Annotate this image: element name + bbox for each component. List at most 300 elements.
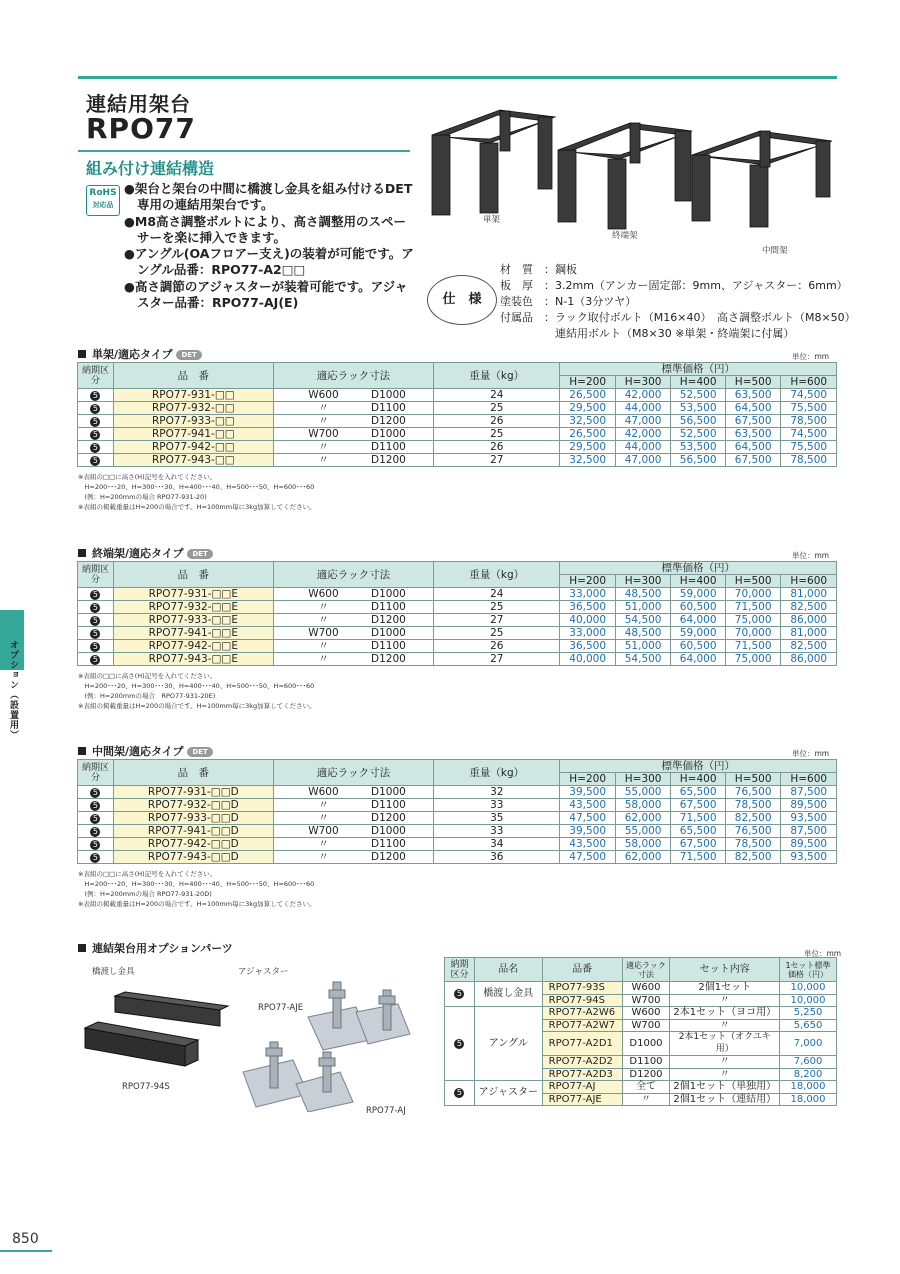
price-cell: 60,500: [671, 601, 726, 614]
delivery-badge: 5: [90, 642, 100, 652]
section-title-text: 終端架/適応タイプ: [92, 547, 184, 560]
price-cell: 52,500: [671, 428, 726, 441]
rack-cell: W600: [622, 1007, 670, 1020]
weight-cell: 26: [434, 415, 560, 428]
note-line: ※表組の□□に高さ(H)記号を入れてください。: [78, 672, 217, 680]
spec-row: [500, 310, 856, 326]
price-cell: 76,500: [725, 825, 780, 838]
part-cell: RPO77-942-□□E: [113, 640, 273, 653]
rack-w: W600: [308, 588, 339, 600]
delivery-cell: [78, 614, 114, 627]
caption-bridge: 橋渡し金具: [92, 967, 135, 977]
col-h200: H=200: [560, 575, 615, 588]
spec-label: 仕 様: [427, 275, 497, 325]
col-rack: 適応ラック寸法: [273, 562, 433, 588]
delivery-badge: 5: [90, 827, 100, 837]
col-weight: 重量（kg）: [434, 562, 560, 588]
price-cell: 93,500: [781, 851, 837, 864]
unit-label: 単位：mm: [792, 749, 830, 758]
section-marker: [78, 747, 86, 755]
price-cell: 43,500: [560, 799, 615, 812]
price-cell: 93,500: [781, 812, 837, 825]
col-part: 品 番: [113, 760, 273, 786]
unit-label-options: 単位：mm: [804, 949, 842, 958]
delivery-cell: [78, 601, 114, 614]
note-line: ※表組の掲載重量はH=200の場合です。H=100mm毎に3kg加算してください。: [78, 702, 316, 710]
rack-w: 〃: [318, 441, 329, 453]
price-cell: 7,000: [780, 1032, 837, 1056]
price-cell: 65,500: [671, 786, 726, 799]
spec-value: ：ラック取付ボルト（M16×40） 高さ調整ボルト（M8×50）: [544, 311, 856, 324]
price-cell: 89,500: [781, 838, 837, 851]
part-cell: RPO77-943-□□D: [113, 851, 273, 864]
price-cell: 47,500: [560, 851, 615, 864]
delivery-cell: [78, 428, 114, 441]
price-table-end: [77, 561, 837, 666]
rack-d: D1100: [371, 799, 406, 811]
rack-cell: W700: [622, 1019, 670, 1032]
part-cell: RPO77-941-□□: [113, 428, 273, 441]
col-h400: H=400: [671, 773, 726, 786]
delivery-cell: [78, 415, 114, 428]
feature-item: ●M8高さ調整ボルトにより、高さ調整用のスペーサーを楽に挿入できます。: [124, 213, 407, 245]
bridge-fitting-image: [80, 990, 230, 1075]
feature-item: ●高さ調節のアジャスターが装着可能です。アジャスター品番：RPO77-AJ(E): [124, 278, 408, 311]
col-weight: 重量（kg）: [434, 363, 560, 389]
spec-value: ：鋼板: [544, 263, 577, 276]
col-h600: H=600: [781, 376, 837, 389]
rack-w: 〃: [318, 838, 329, 850]
col-h200: H=200: [560, 376, 615, 389]
name-cell: アングル: [474, 1007, 542, 1081]
col-set-price: 1セット標準価格（円）: [780, 958, 837, 982]
unit-label: 単位：mm: [792, 551, 830, 560]
rack-d: D1000: [371, 786, 406, 798]
part-cell: RPO77-931-□□D: [113, 786, 273, 799]
set-cell: 2本1セット（オクユキ用）: [670, 1032, 780, 1056]
price-cell: 47,000: [615, 454, 670, 467]
delivery-cell: [445, 1081, 475, 1106]
price-cell: 60,500: [671, 640, 726, 653]
part-cell: RPO77-943-□□E: [113, 653, 273, 666]
price-cell: 71,500: [671, 851, 726, 864]
rack-w: 〃: [318, 415, 329, 427]
price-cell: 43,500: [560, 838, 615, 851]
spec-value: ：N-1（3分ツヤ）: [544, 295, 637, 308]
rack-d: D1200: [371, 454, 406, 466]
price-cell: 42,000: [615, 389, 670, 402]
feature-item: ●架台と架台の中間に橋渡し金具を組み付けるDET専用の連結用架台です。: [124, 181, 413, 213]
note-line: (例：H=200mmの場合 RPO77-931-20): [78, 493, 207, 501]
price-cell: 62,000: [615, 851, 670, 864]
spec-list: [500, 262, 856, 342]
table-header-row: [78, 562, 837, 575]
rack-cell: [273, 838, 433, 851]
caption-aje: RPO77-AJE: [258, 1003, 304, 1013]
table-row: [78, 601, 837, 614]
spec-key: 塗装色: [500, 295, 533, 308]
price-cell: 89,500: [781, 799, 837, 812]
section-marker: [78, 350, 86, 358]
section-title-text: 単架/適応タイプ: [92, 348, 173, 361]
col-set: セット内容: [670, 958, 780, 982]
delivery-cell: [78, 441, 114, 454]
price-cell: 51,000: [615, 601, 670, 614]
delivery-badge: 5: [90, 430, 100, 440]
table-header-row: [445, 958, 837, 982]
price-cell: 8,200: [780, 1068, 837, 1081]
price-cell: 63,500: [725, 389, 780, 402]
table-row: [78, 851, 837, 864]
price-cell: 64,000: [671, 653, 726, 666]
table-header-row: [78, 760, 837, 773]
rack-w: 〃: [318, 614, 329, 626]
price-cell: 67,500: [671, 799, 726, 812]
top-rule: [78, 76, 837, 79]
part-cell: RPO77-93S: [542, 982, 622, 995]
price-cell: 53,500: [671, 402, 726, 415]
rack-d: D1100: [371, 402, 406, 414]
col-delivery: 納期区分: [78, 562, 114, 588]
spec-row: [500, 262, 856, 278]
weight-cell: 25: [434, 428, 560, 441]
col-part: 品 番: [113, 363, 273, 389]
notes-middle: [78, 869, 316, 909]
price-cell: 33,000: [560, 627, 615, 640]
delivery-badge: 5: [454, 1088, 464, 1098]
spec-row: [500, 294, 856, 310]
col-h400: H=400: [671, 376, 726, 389]
rack-w: 〃: [318, 601, 329, 613]
price-cell: 78,500: [725, 838, 780, 851]
delivery-badge: 5: [90, 629, 100, 639]
col-h600: H=600: [781, 773, 837, 786]
delivery-badge: 5: [90, 404, 100, 414]
delivery-cell: [78, 627, 114, 640]
subtitle: 組み付け連結構造: [86, 159, 215, 178]
price-cell: 67,500: [725, 454, 780, 467]
caption-single: 単架: [483, 215, 501, 225]
notes-single: [78, 472, 316, 512]
spec-key: 付属品: [500, 311, 533, 324]
rack-w: 〃: [318, 640, 329, 652]
caption-adjuster: アジャスター: [238, 967, 289, 977]
rack-cell: [273, 799, 433, 812]
set-cell: 〃: [670, 1056, 780, 1069]
weight-cell: 36: [434, 851, 560, 864]
weight-cell: 24: [434, 389, 560, 402]
delivery-cell: [78, 812, 114, 825]
price-cell: 56,500: [671, 454, 726, 467]
table-row: [78, 627, 837, 640]
caption-end: 終端架: [612, 231, 638, 241]
rack-cell: 〃: [622, 1093, 670, 1106]
feature-list: [124, 181, 414, 311]
end-stand-image: [558, 123, 692, 229]
page-number-rule: [0, 1250, 52, 1252]
note-line: H=200･･･20、H=300･･･30、H=400･･･40、H=500･･･50、H=600･･･60: [78, 483, 315, 491]
rack-d: D1100: [371, 601, 406, 613]
rack-w: W600: [308, 786, 339, 798]
price-cell: 75,500: [781, 402, 837, 415]
delivery-badge: 5: [90, 391, 100, 401]
delivery-badge: 5: [90, 456, 100, 466]
rohs-badge: [86, 185, 120, 216]
price-cell: 70,000: [725, 588, 780, 601]
price-cell: 58,000: [615, 799, 670, 812]
price-cell: 5,650: [780, 1019, 837, 1032]
name-cell: アジャスター: [474, 1081, 542, 1106]
table-row: [78, 640, 837, 653]
col-weight: 重量（kg）: [434, 760, 560, 786]
middle-stand-image: [692, 131, 832, 227]
price-cell: 82,500: [725, 812, 780, 825]
price-cell: 63,500: [725, 428, 780, 441]
note-line: ※表組の掲載重量はH=200の場合です。H=100mm毎に3kg加算してください。: [78, 900, 316, 908]
weight-cell: 32: [434, 786, 560, 799]
subtitle-rule: [78, 150, 410, 152]
price-cell: 71,500: [725, 601, 780, 614]
price-cell: 32,500: [560, 415, 615, 428]
delivery-cell: [78, 402, 114, 415]
table-row: [78, 786, 837, 799]
rack-cell: [273, 389, 433, 402]
page-number: 850: [12, 1231, 39, 1247]
set-cell: 〃: [670, 1019, 780, 1032]
price-cell: 64,000: [671, 614, 726, 627]
delivery-cell: [78, 588, 114, 601]
set-cell: 2個1セット: [670, 982, 780, 995]
price-cell: 58,000: [615, 838, 670, 851]
price-cell: 52,500: [671, 389, 726, 402]
caption-middle: 中間架: [762, 246, 788, 256]
delivery-cell: [78, 653, 114, 666]
unit-label: 単位：mm: [792, 352, 830, 361]
notes-end: [78, 671, 316, 711]
table-row: [78, 415, 837, 428]
price-cell: 51,000: [615, 640, 670, 653]
weight-cell: 35: [434, 812, 560, 825]
rack-cell: [273, 786, 433, 799]
delivery-cell: [78, 786, 114, 799]
delivery-cell: [78, 838, 114, 851]
rohs-sub: 対応品: [92, 201, 114, 209]
table-row: [78, 389, 837, 402]
price-cell: 75,000: [725, 614, 780, 627]
delivery-badge: 5: [90, 590, 100, 600]
price-cell: 82,500: [781, 601, 837, 614]
price-cell: 78,500: [725, 799, 780, 812]
det-badge: DET: [176, 350, 201, 360]
part-cell: RPO77-931-□□E: [113, 588, 273, 601]
rack-cell: [273, 614, 433, 627]
delivery-badge: 5: [90, 417, 100, 427]
delivery-cell: [78, 825, 114, 838]
part-cell: RPO77-A2D1: [542, 1032, 622, 1056]
section-marker: [78, 549, 86, 557]
part-cell: RPO77-AJE: [542, 1093, 622, 1106]
rack-w: 〃: [318, 799, 329, 811]
table-row: [78, 428, 837, 441]
price-cell: 70,000: [725, 627, 780, 640]
part-cell: RPO77-942-□□: [113, 441, 273, 454]
spec-key: 材 質: [500, 263, 533, 276]
weight-cell: 27: [434, 454, 560, 467]
price-cell: 86,000: [781, 614, 837, 627]
section-marker: [78, 944, 86, 952]
set-cell: 〃: [670, 1068, 780, 1081]
weight-cell: 33: [434, 799, 560, 812]
price-cell: 54,500: [615, 653, 670, 666]
weight-cell: 27: [434, 653, 560, 666]
rack-cell: [273, 601, 433, 614]
section-title-end: [78, 545, 213, 561]
price-cell: 40,000: [560, 653, 615, 666]
price-cell: 71,500: [725, 640, 780, 653]
section-title-text: 連結架台用オプションパーツ: [92, 942, 233, 955]
table-header-row: [78, 363, 837, 376]
col-rack: 適応ラック寸法: [622, 958, 670, 982]
rack-cell: [273, 812, 433, 825]
price-cell: 47,000: [615, 415, 670, 428]
delivery-cell: [78, 389, 114, 402]
delivery-cell: [78, 851, 114, 864]
spec-row: [500, 278, 856, 294]
rack-cell: 全て: [622, 1081, 670, 1094]
price-table-middle: [77, 759, 837, 864]
price-cell: 36,500: [560, 640, 615, 653]
col-price: 標準価格（円）: [560, 760, 837, 773]
price-table-single: [77, 362, 837, 467]
section-title-single: [78, 346, 202, 362]
price-cell: 10,000: [780, 994, 837, 1007]
rack-w: 〃: [318, 812, 329, 824]
det-badge: DET: [187, 549, 212, 559]
price-cell: 55,000: [615, 786, 670, 799]
price-cell: 87,500: [781, 825, 837, 838]
price-cell: 75,000: [725, 653, 780, 666]
rack-d: D1200: [371, 851, 406, 863]
weight-cell: 33: [434, 825, 560, 838]
weight-cell: 27: [434, 614, 560, 627]
delivery-badge: 5: [90, 853, 100, 863]
part-cell: RPO77-932-□□D: [113, 799, 273, 812]
rack-d: D1000: [371, 428, 406, 440]
weight-cell: 26: [434, 441, 560, 454]
price-cell: 29,500: [560, 402, 615, 415]
part-cell: RPO77-932-□□E: [113, 601, 273, 614]
price-cell: 82,500: [725, 851, 780, 864]
col-h600: H=600: [781, 575, 837, 588]
col-h400: H=400: [671, 575, 726, 588]
delivery-badge: 5: [90, 788, 100, 798]
note-line: (例：H=200mmの場合 RPO77-931-20D): [78, 890, 212, 898]
col-h300: H=300: [615, 376, 670, 389]
page-title-jp: 連結用架台: [86, 92, 191, 116]
rack-cell: [273, 454, 433, 467]
rack-w: 〃: [318, 653, 329, 665]
weight-cell: 26: [434, 640, 560, 653]
price-cell: 56,500: [671, 415, 726, 428]
price-cell: 59,000: [671, 588, 726, 601]
price-cell: 42,000: [615, 428, 670, 441]
price-cell: 7,600: [780, 1056, 837, 1069]
rack-d: D1100: [371, 640, 406, 652]
price-cell: 74,500: [781, 428, 837, 441]
note-line: ※表組の□□に高さ(H)記号を入れてください。: [78, 870, 217, 878]
delivery-cell: [445, 982, 475, 1007]
rack-d: D1100: [371, 441, 406, 453]
rack-cell: D1100: [622, 1056, 670, 1069]
col-delivery: 納期区分: [78, 760, 114, 786]
section-title-options: [78, 940, 233, 956]
rack-d: D1200: [371, 812, 406, 824]
part-cell: RPO77-931-□□: [113, 389, 273, 402]
rack-w: W700: [308, 825, 339, 837]
part-cell: RPO77-A2W7: [542, 1019, 622, 1032]
col-h500: H=500: [725, 575, 780, 588]
col-h300: H=300: [615, 773, 670, 786]
note-line: ※表組の掲載重量はH=200の場合です。H=100mm毎に3kg加算してください。: [78, 503, 316, 511]
delivery-cell: [78, 454, 114, 467]
price-cell: 39,500: [560, 786, 615, 799]
rack-cell: [273, 402, 433, 415]
price-cell: 71,500: [671, 812, 726, 825]
price-cell: 29,500: [560, 441, 615, 454]
col-h500: H=500: [725, 376, 780, 389]
rack-w: 〃: [318, 454, 329, 466]
adjuster-image: [238, 972, 438, 1112]
delivery-badge: 5: [454, 1039, 464, 1049]
col-price: 標準価格（円）: [560, 562, 837, 575]
weight-cell: 24: [434, 588, 560, 601]
col-rack: 適応ラック寸法: [273, 760, 433, 786]
rack-d: D1200: [371, 614, 406, 626]
col-name: 品名: [474, 958, 542, 982]
price-cell: 78,500: [781, 454, 837, 467]
price-cell: 18,000: [780, 1093, 837, 1106]
col-delivery: 納期区分: [78, 363, 114, 389]
price-cell: 10,000: [780, 982, 837, 995]
single-stand-image: [432, 110, 555, 215]
price-cell: 64,500: [725, 402, 780, 415]
rack-cell: [273, 428, 433, 441]
price-cell: 81,000: [781, 627, 837, 640]
part-cell: RPO77-932-□□: [113, 402, 273, 415]
rack-cell: W700: [622, 994, 670, 1007]
price-cell: 67,500: [671, 838, 726, 851]
table-row: [78, 614, 837, 627]
rack-w: W700: [308, 627, 339, 639]
note-line: ※表組の□□に高さ(H)記号を入れてください。: [78, 473, 217, 481]
price-cell: 26,500: [560, 428, 615, 441]
price-cell: 26,500: [560, 389, 615, 402]
price-cell: 48,500: [615, 588, 670, 601]
rack-cell: [273, 441, 433, 454]
price-cell: 48,500: [615, 627, 670, 640]
part-cell: RPO77-A2W6: [542, 1007, 622, 1020]
rack-d: D1100: [371, 838, 406, 850]
price-cell: 75,500: [781, 441, 837, 454]
rack-cell: [273, 825, 433, 838]
rack-w: 〃: [318, 851, 329, 863]
delivery-badge: 5: [90, 801, 100, 811]
delivery-badge: 5: [90, 840, 100, 850]
price-cell: 44,000: [615, 441, 670, 454]
side-tab-label: オプション（設置用）: [8, 640, 18, 740]
table-row: [445, 982, 837, 995]
table-row: [78, 799, 837, 812]
